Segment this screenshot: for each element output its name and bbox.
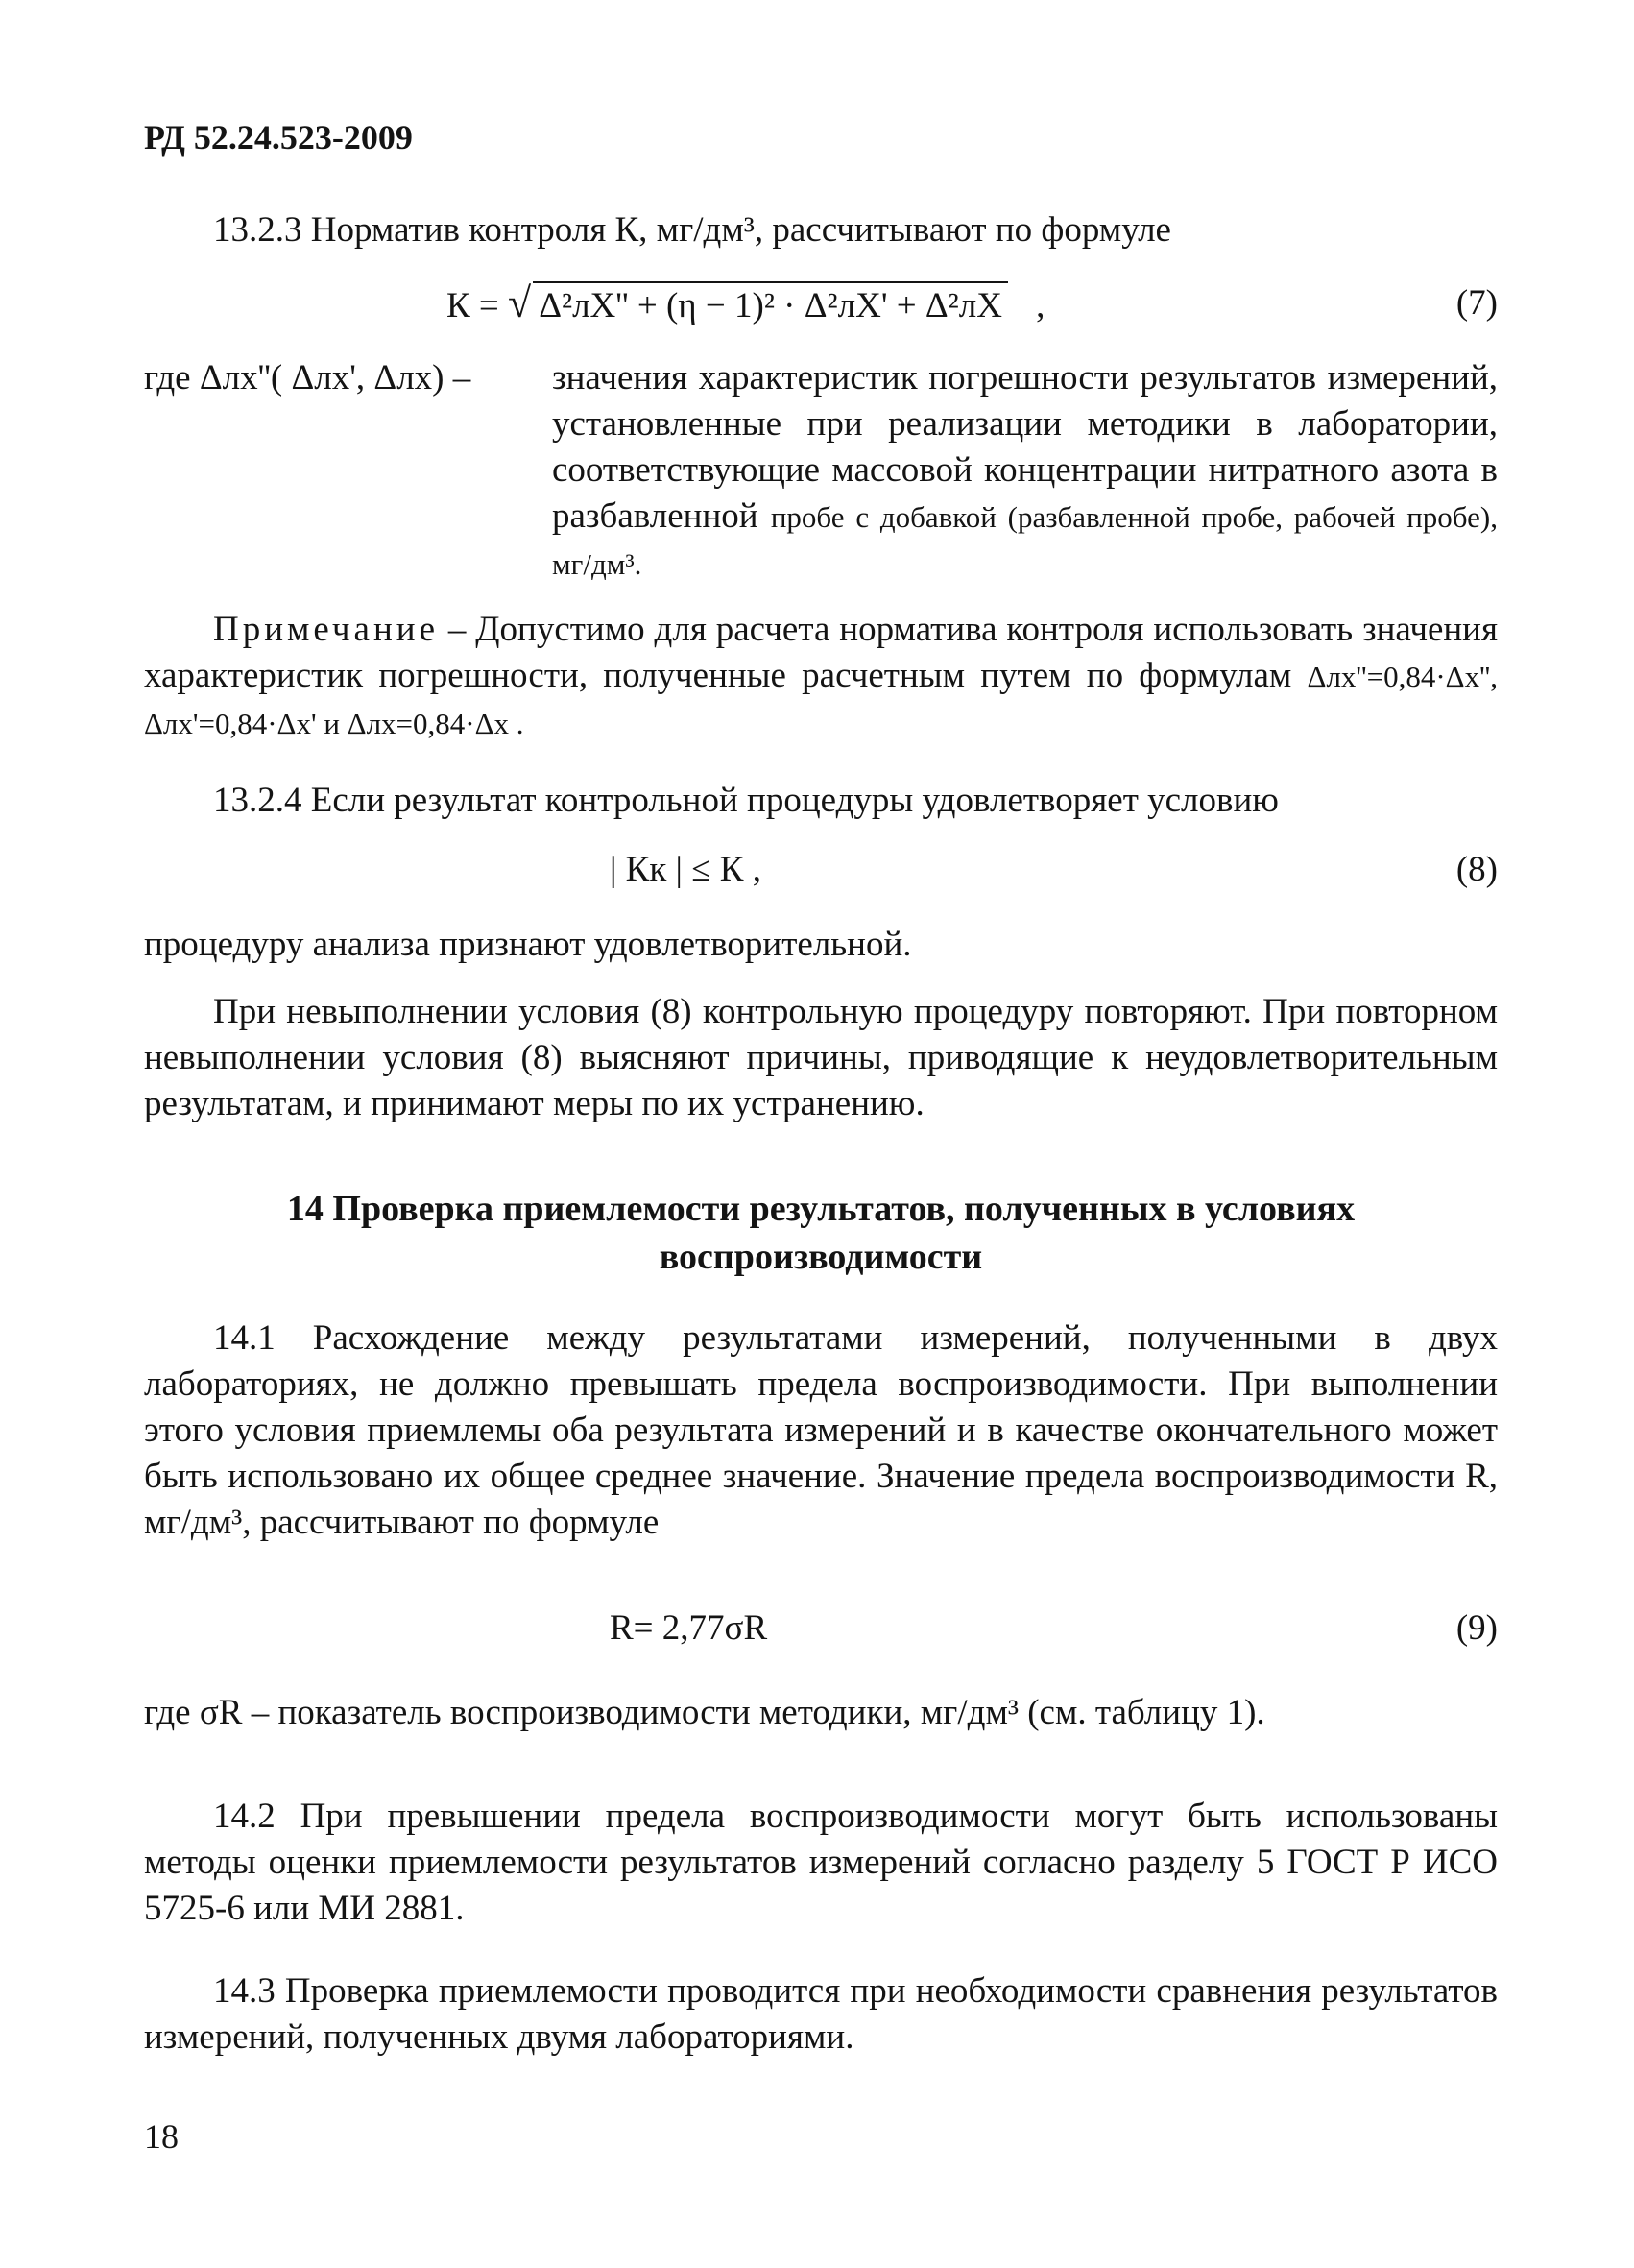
- paragraph-13-2-4: 13.2.4 Если результат контрольной процедуры удовлетворяет условию: [213, 781, 1279, 820]
- paragraph-14-2: 14.2 При превышении предела воспроизводимости могут быть использованы методы оценки приемлемости результатов измерений согласно разделу 5 ГОСТ Р ИСО 5725-6 или МИ 2881.: [144, 1797, 1498, 1928]
- note-formulas: Δлх''=0,84·Δх'', Δлх'=0,84·Δх' и Δлх=0,84·Δх .: [144, 660, 1499, 740]
- formula-8-body: | Кк | ≤ К ,: [610, 850, 761, 889]
- formula-8: [144, 847, 1498, 905]
- formula-8-number: (8): [1455, 850, 1498, 889]
- formula-7-lhs: К =: [446, 286, 499, 326]
- section-14-heading: 14 Проверка приемлемости результатов, полученных в условиях воспроизводимости: [286, 1189, 1356, 1277]
- formula-7-radicand: Δ²лX'' + (η − 1)² · Δ²лX' + Δ²лX: [533, 281, 1008, 329]
- note-text: – Допустимо для расчета норматива контроля использовать значения характеристик погрешности, полученные расчетным путем по формулам: [144, 610, 1498, 695]
- formula-9-number: (9): [1455, 1608, 1498, 1648]
- note-label: Примечание: [213, 610, 439, 649]
- formula-7: [144, 280, 1498, 338]
- note-block: [144, 607, 1498, 747]
- where-9-text: где σR – показатель воспроизводимости методики, мг/дм³ (см. таблицу 1).: [144, 1693, 1265, 1732]
- where-7-block: [144, 355, 1498, 595]
- formula-9-body: R= 2,77σR: [610, 1608, 768, 1648]
- page-number: 18: [144, 2117, 179, 2156]
- paragraph-failure: При невыполнении условия (8) контрольную процедуру повторяют. При повторном невыполнении условия (8) выясняют причины, приводящие к неудовлетворительным результатам, и принимают меры по их устранению.: [144, 992, 1498, 1123]
- where-7-label: где Δлх''( Δлх', Δлх) –: [144, 358, 471, 398]
- where-7-description: [552, 355, 1498, 588]
- paragraph-14-3: 14.3 Проверка приемлемости проводится при необходимости сравнения результатов измерений, полученных двумя лабораториями.: [144, 1971, 1498, 2057]
- where-7-desc-main: значения характеристик погрешности результатов измерений, установленные при реализации методики в лаборатории, соответствующие массовой концентрации нитратного азота в разбавленной: [552, 358, 1498, 536]
- sqrt-icon: √: [508, 279, 532, 326]
- document-code: РД 52.24.523-2009: [144, 118, 413, 157]
- formula-9: [144, 1605, 1498, 1663]
- paragraph-13-2-3: 13.2.3 Норматив контроля К, мг/дм³, рассчитывают по формуле: [213, 210, 1171, 250]
- formula-7-number: (7): [1455, 283, 1498, 323]
- where-7-desc-small: пробе с добавкой (разбавленной пробе, рабочей пробе), мг/дм³.: [552, 500, 1499, 581]
- formula-7-tail: ,: [1036, 286, 1045, 326]
- paragraph-after-8: процедуру анализа признают удовлетворительной.: [144, 925, 912, 964]
- paragraph-14-1: 14.1 Расхождение между результатами измерений, полученными в двух лабораториях, не должно превышать предела воспроизводимости. При выполнении этого условия приемлемы оба результата измерений и в качестве окончательного может быть использовано их общее среднее значение. Значение предела воспроизводимости R, мг/дм³, рассчитывают по формуле: [144, 1318, 1498, 1542]
